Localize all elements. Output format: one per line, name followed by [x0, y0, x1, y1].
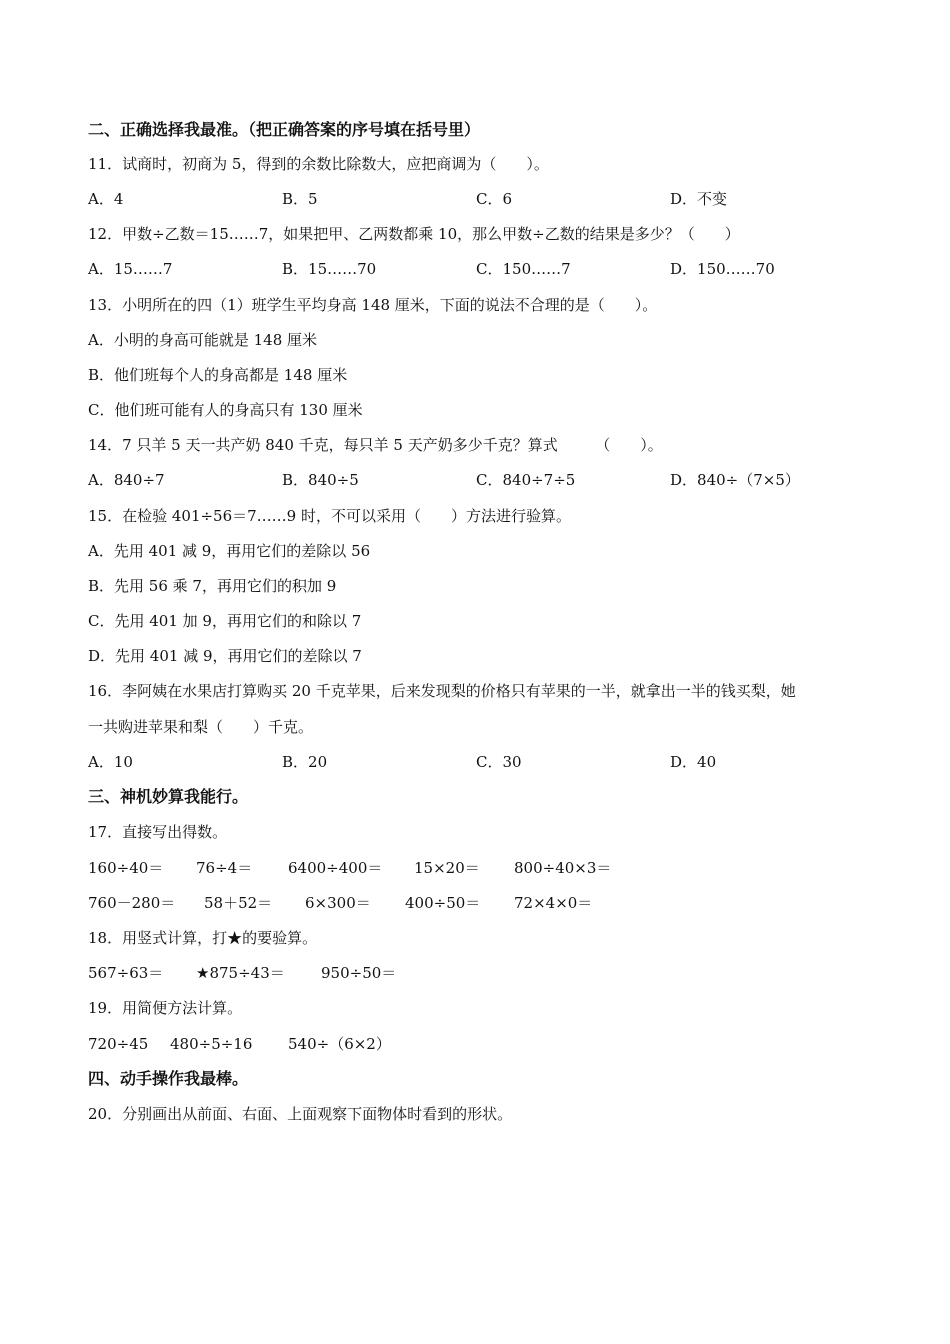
q17-expr: 800÷40×3＝	[514, 859, 612, 877]
question-16-line-1: 16．李阿姨在水果店打算购买 20 千克苹果，后来发现梨的价格只有苹果的一半，就拿出一半的钱买梨，她	[88, 682, 796, 700]
question-19: 19．用简便方法计算。	[88, 999, 243, 1017]
q11-option-d: D．不变	[670, 190, 728, 208]
q12-option-b: B．15……70	[282, 260, 377, 278]
q17-expr: 15×20＝	[414, 859, 480, 877]
q12-option-a: A．15……7	[88, 260, 173, 278]
q17-expr: 6400÷400＝	[288, 859, 383, 877]
q11-option-a: A．4	[88, 190, 124, 208]
q14-option-b: B．840÷5	[282, 471, 359, 489]
question-16-line-2: 一共购进苹果和梨（ ）千克。	[88, 718, 314, 736]
q17-expr: 58＋52＝	[204, 894, 273, 912]
q17-expr: 6×300＝	[305, 894, 371, 912]
q15-option-c: C．先用 401 加 9，再用它们的和除以 7	[88, 612, 362, 630]
q15-option-d: D．先用 401 减 9，再用它们的差除以 7	[88, 647, 362, 665]
q14-option-a: A．840÷7	[88, 471, 165, 489]
q16-option-a: A．10	[88, 753, 133, 771]
q16-option-d: D．40	[670, 753, 717, 771]
q11-option-c: C．6	[476, 190, 513, 208]
q19-expr: 720÷45	[88, 1035, 149, 1053]
q18-expr-starred: ★875÷43＝	[196, 964, 285, 982]
section-heading-2: 二、正确选择我最准。（把正确答案的序号填在括号里）	[88, 120, 481, 139]
question-17: 17．直接写出得数。	[88, 823, 228, 841]
q15-option-b: B．先用 56 乘 7，再用它们的积加 9	[88, 577, 337, 595]
q12-option-d: D．150……70	[670, 260, 775, 278]
q13-option-b: B．他们班每个人的身高都是 148 厘米	[88, 366, 348, 384]
q17-expr: 72×4×0＝	[514, 894, 593, 912]
question-18: 18．用竖式计算，打★的要验算。	[88, 929, 318, 947]
q14-option-c: C．840÷7÷5	[476, 471, 576, 489]
q16-option-c: C．30	[476, 753, 522, 771]
q17-expr: 760－280＝	[88, 894, 176, 912]
section-heading-4: 四、动手操作我最棒。	[88, 1069, 249, 1088]
q13-option-a: A．小明的身高可能就是 148 厘米	[88, 331, 318, 349]
section-heading-3: 三、神机妙算我能行。	[88, 787, 249, 806]
question-13: 13．小明所在的四（1）班学生平均身高 148 厘米，下面的说法不合理的是（ ）。	[88, 296, 658, 314]
question-20: 20．分别画出从前面、右面、上面观察下面物体时看到的形状。	[88, 1105, 513, 1123]
q19-expr: 540÷（6×2）	[288, 1035, 391, 1053]
q12-option-c: C．150……7	[476, 260, 571, 278]
q11-option-b: B．5	[282, 190, 318, 208]
question-15: 15．在检验 401÷56＝7……9 时，不可以采用（ ）方法进行验算。	[88, 507, 571, 525]
q17-expr: 76÷4＝	[196, 859, 253, 877]
q16-option-b: B．20	[282, 753, 328, 771]
q15-option-a: A．先用 401 减 9，再用它们的差除以 56	[88, 542, 371, 560]
q18-expr: 950÷50＝	[321, 964, 397, 982]
question-14: 14．7 只羊 5 天一共产奶 840 千克，每只羊 5 天产奶多少千克？算式 （ ）。	[88, 436, 663, 454]
question-12: 12．甲数÷乙数＝15……7，如果把甲、乙两数都乘 10，那么甲数÷乙数的结果是多少？（ ）	[88, 225, 740, 243]
question-11: 11．试商时，初商为 5，得到的余数比除数大，应把商调为（ ）。	[88, 155, 549, 173]
q17-expr: 400÷50＝	[405, 894, 481, 912]
q14-option-d: D．840÷（7×5）	[670, 471, 800, 489]
q18-expr: 567÷63＝	[88, 964, 164, 982]
q19-expr: 480÷5÷16	[170, 1035, 253, 1053]
q17-expr: 160÷40＝	[88, 859, 164, 877]
q13-option-c: C．他们班可能有人的身高只有 130 厘米	[88, 401, 363, 419]
